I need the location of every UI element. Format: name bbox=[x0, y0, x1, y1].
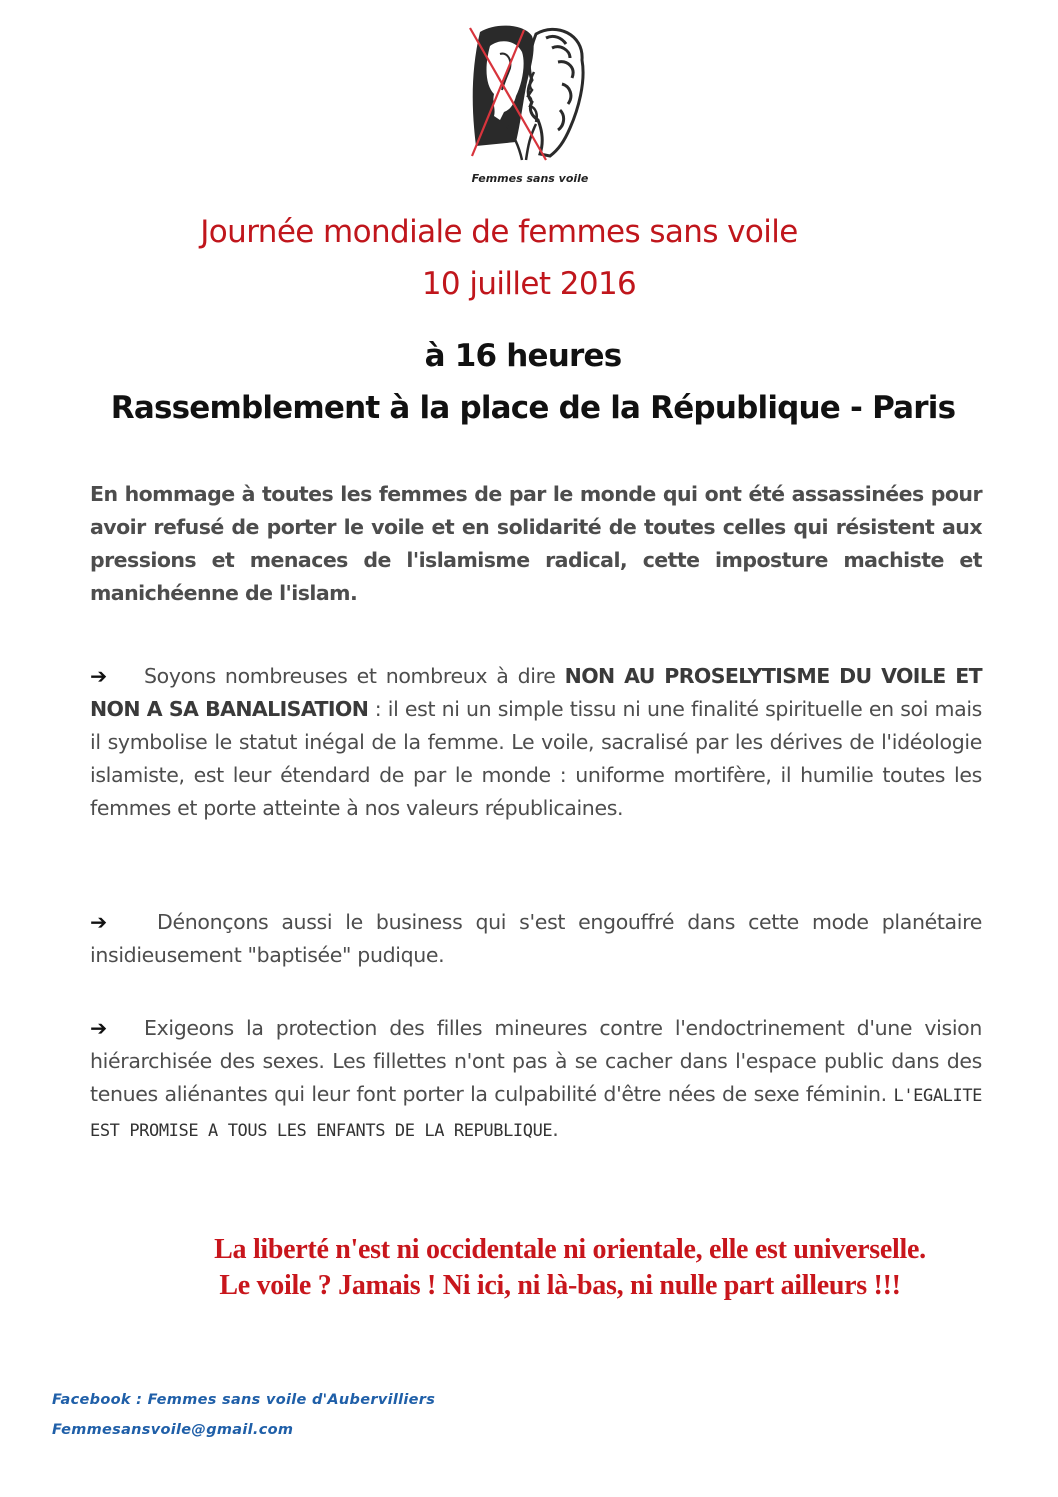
right-arrow-icon: ➔ bbox=[90, 1016, 107, 1040]
point-3-text: Exigeons la protection des filles mineures contre l'endoctrinement d'une vision hiérarchisée des sexes. Les fillettes n'ont pas à se cacher dans l'espace public dans des tenues aliénantes qui leur font porter la culpabilité d'être nées de sexe féminin. bbox=[90, 1016, 982, 1106]
footer-email: Femmesansvoile@gmail.com bbox=[52, 1422, 294, 1438]
right-arrow-icon: ➔ bbox=[90, 910, 107, 934]
event-title: Journée mondiale de femmes sans voile bbox=[200, 214, 798, 250]
logo-caption: Femmes sans voile bbox=[471, 172, 589, 185]
point-3-end: . bbox=[552, 1117, 559, 1141]
point-paragraph-1 bbox=[90, 660, 982, 825]
point-1-emphasis: NON AU PROSELYTISME DU VOILE ET NON A SA BANALISATION bbox=[90, 664, 982, 721]
point-paragraph-3 bbox=[90, 1012, 982, 1148]
point-paragraph-2 bbox=[90, 906, 982, 972]
slogan-line-2: Le voile ? Jamais ! Ni ici, ni là-bas, ni nulle part ailleurs !!! bbox=[219, 1270, 901, 1301]
point-1-lead: Soyons nombreuses et nombreux à dire bbox=[144, 664, 565, 688]
women-profiles-crossed-veil-logo-icon bbox=[466, 24, 588, 164]
right-arrow-icon: ➔ bbox=[90, 664, 107, 688]
event-date: 10 juillet 2016 bbox=[421, 266, 637, 302]
footer-facebook: Facebook : Femmes sans voile d'Aubervilliers bbox=[52, 1392, 436, 1408]
point-3-caps: L'EGALITE EST PROMISE A TOUS LES ENFANTS DE LA REPUBLIQUE bbox=[90, 1086, 982, 1141]
point-1-rest: : il est ni un simple tissu ni une finalité spirituelle en soi mais il symbolise le statut inégal de la femme. Le voile, sacralisé par les dérives de l'idéologie islamiste, est leur étendard de par le monde : uniforme mortifère, il humilie toutes les femmes et porte atteinte à nos valeurs républicaines. bbox=[90, 697, 983, 820]
event-time: à 16 heures bbox=[424, 338, 622, 374]
slogan-line-1: La liberté n'est ni occidentale ni orientale, elle est universelle. bbox=[214, 1234, 926, 1265]
intro-paragraph: En hommage à toutes les femmes de par le monde qui ont été assassinées pour avoir refusé de porter le voile et en solidarité de toutes celles qui résistent aux pressions et menaces de l'islamisme radical, cette imposture machiste et manichéenne de l'islam. bbox=[90, 482, 982, 605]
point-2-text: Dénonçons aussi le business qui s'est engouffré dans cette mode planétaire insidieusement "baptisée" pudique. bbox=[90, 910, 982, 967]
event-location: Rassemblement à la place de la République - Paris bbox=[110, 390, 956, 426]
